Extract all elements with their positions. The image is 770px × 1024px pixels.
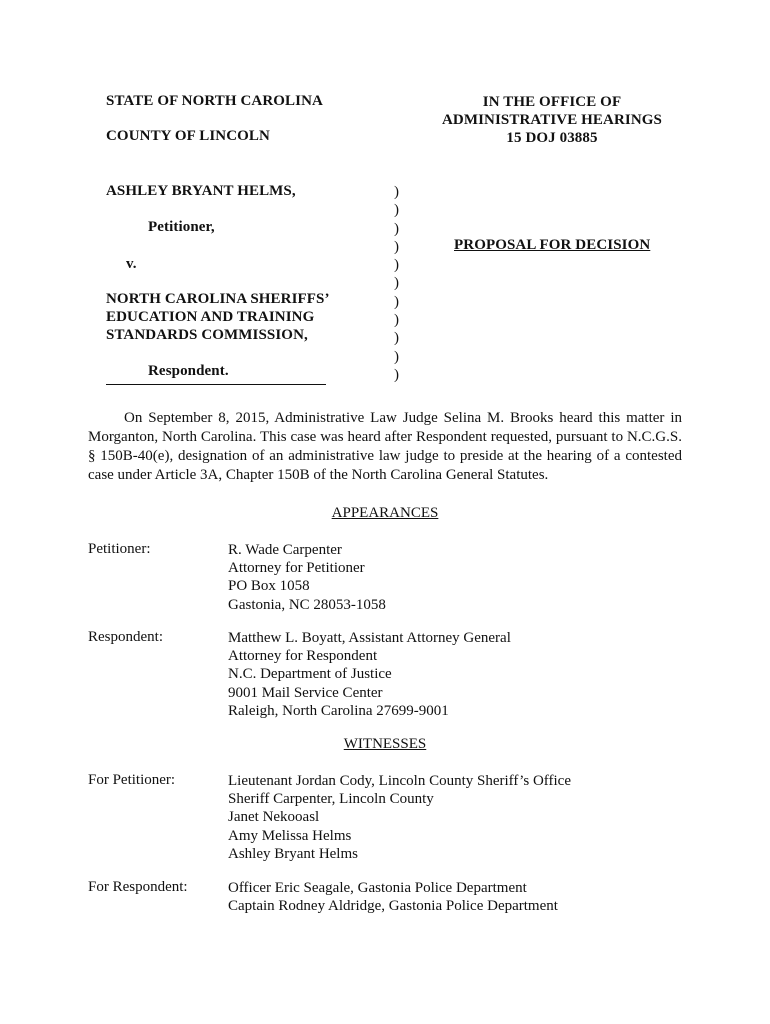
petitioner-witnesses-block bbox=[228, 772, 571, 863]
counsel-line: Attorney for Respondent bbox=[228, 648, 378, 665]
document-title: PROPOSAL FOR DECISION bbox=[454, 237, 651, 253]
intro-paragraph bbox=[88, 409, 682, 485]
counsel-line: 9001 Mail Service Center bbox=[228, 684, 383, 701]
paren: ) bbox=[394, 202, 399, 219]
petitioner-witnesses-label: For Petitioner: bbox=[88, 772, 176, 788]
paren: ) bbox=[394, 220, 399, 237]
witness-line: Ashley Bryant Helms bbox=[228, 845, 358, 862]
respondent-counsel-label: Respondent: bbox=[88, 629, 163, 645]
county-label: COUNTY OF LINCOLN bbox=[106, 128, 270, 144]
respondent-witnesses-label: For Respondent: bbox=[88, 879, 188, 895]
witness-line: Janet Nekooasl bbox=[228, 809, 320, 826]
state-label: STATE OF NORTH CAROLINA bbox=[106, 93, 323, 109]
respondent-role: Respondent. bbox=[148, 363, 229, 379]
paren: ) bbox=[394, 330, 399, 347]
witness-line: Lieutenant Jordan Cody, Lincoln County Sheriff’s Office bbox=[228, 773, 571, 789]
counsel-line: N.C. Department of Justice bbox=[228, 666, 392, 683]
office-line-2: ADMINISTRATIVE HEARINGS bbox=[442, 112, 662, 128]
petitioner-name: ASHLEY BRYANT HELMS, bbox=[106, 183, 296, 199]
paren: ) bbox=[394, 238, 399, 255]
witness-line: Amy Melissa Helms bbox=[228, 827, 352, 844]
respondent-counsel-block bbox=[228, 629, 511, 720]
intro-text: On September 8, 2015, Administrative Law Judge Selina M. Brooks heard this matter in Morganton, North Carolina. This case was heard after Respondent requested, pursuant to N.C.G.S. § 150B-40(e), designation of an administrative law judge to preside at the hearing of a contested case under Article 3A, Chapter 150B of the North Carolina General Statutes. bbox=[88, 410, 682, 483]
paren: ) bbox=[394, 293, 399, 310]
counsel-line: Matthew L. Boyatt, Assistant Attorney General bbox=[228, 630, 511, 646]
petitioner-counsel-label: Petitioner: bbox=[88, 541, 151, 557]
paren: ) bbox=[394, 275, 399, 292]
respondent-line-1: NORTH CAROLINA SHERIFFS’ bbox=[106, 291, 330, 307]
paren: ) bbox=[394, 312, 399, 329]
office-block bbox=[432, 93, 672, 147]
paren: ) bbox=[394, 366, 399, 383]
caption-parens bbox=[394, 183, 399, 384]
respondent-witnesses-block bbox=[228, 879, 558, 915]
witness-line: Captain Rodney Aldridge, Gastonia Police Department bbox=[228, 898, 558, 915]
petitioner-counsel-block bbox=[228, 541, 386, 614]
paren: ) bbox=[394, 184, 399, 200]
appearances-heading: APPEARANCES bbox=[331, 505, 439, 521]
counsel-line: Raleigh, North Carolina 27699-9001 bbox=[228, 702, 449, 719]
witnesses-heading: WITNESSES bbox=[343, 736, 427, 752]
witness-line: Officer Eric Seagale, Gastonia Police Department bbox=[228, 880, 527, 896]
counsel-line: Gastonia, NC 28053-1058 bbox=[228, 596, 386, 613]
witness-line: Sheriff Carpenter, Lincoln County bbox=[228, 791, 434, 808]
versus: v. bbox=[126, 256, 137, 272]
office-line-1: IN THE OFFICE OF bbox=[482, 94, 622, 110]
respondent-line-2: EDUCATION AND TRAINING bbox=[106, 309, 315, 325]
respondent-line-3: STANDARDS COMMISSION, bbox=[106, 327, 308, 343]
counsel-line: PO Box 1058 bbox=[228, 578, 310, 595]
paren: ) bbox=[394, 257, 399, 274]
signature-rule bbox=[106, 384, 326, 385]
paren: ) bbox=[394, 348, 399, 365]
counsel-line: R. Wade Carpenter bbox=[228, 542, 342, 558]
case-number: 15 DOJ 03885 bbox=[506, 130, 598, 146]
petitioner-role: Petitioner, bbox=[148, 219, 215, 235]
counsel-line: Attorney for Petitioner bbox=[228, 560, 365, 577]
